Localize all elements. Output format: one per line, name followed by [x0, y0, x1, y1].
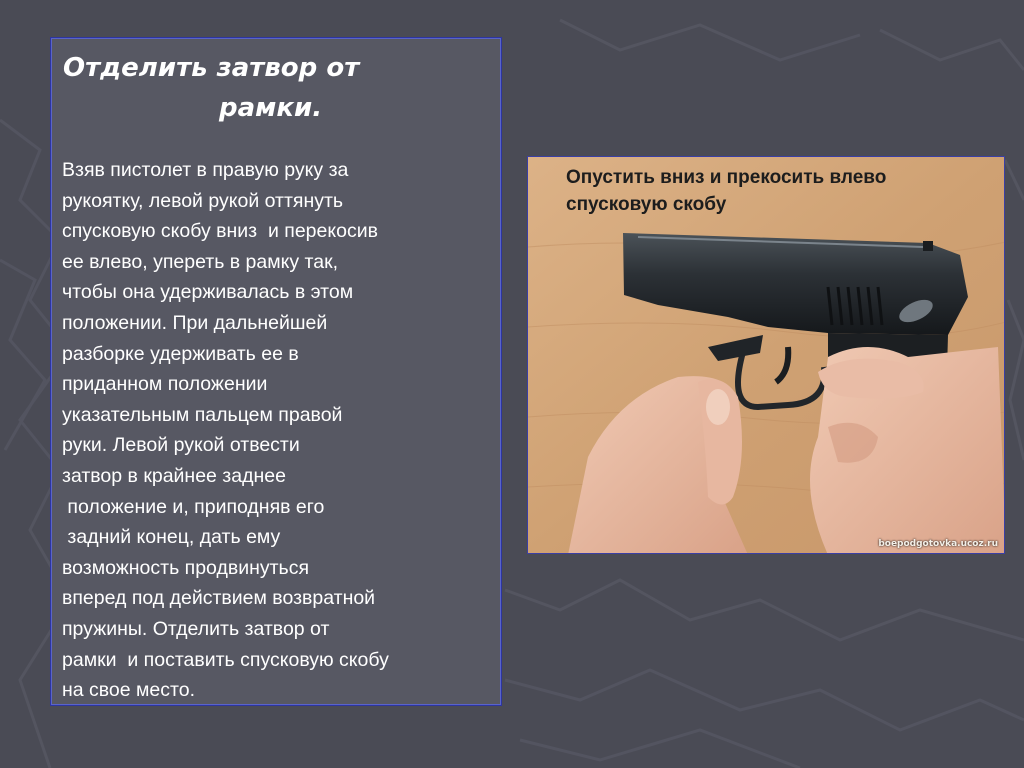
- text-line: возможность продвинуться: [62, 556, 310, 579]
- instruction-text: [62, 155, 498, 706]
- text-line: пружины. Отделить затвор от: [62, 617, 330, 640]
- text-line: рамки и поставить спусковую скобу: [62, 648, 389, 671]
- text-line: указательным пальцем правой: [62, 403, 343, 426]
- text-line: руки. Левой рукой отвести: [62, 434, 300, 457]
- text-line: положении. При дальнейшей: [62, 311, 328, 334]
- text-line: на свое место.: [62, 679, 196, 702]
- text-line: вперед под действием возвратной: [62, 587, 376, 610]
- watermark: boepodgotovka.ucoz.ru: [878, 539, 998, 549]
- caption-line: спусковую скобу: [566, 194, 727, 215]
- title-line: Отделить затвор от: [63, 53, 360, 83]
- text-line: разборке удерживать ее в: [62, 342, 299, 365]
- text-line: Взяв пистолет в правую руку за: [62, 159, 349, 181]
- text-line: чтобы она удерживалась в этом: [62, 281, 354, 304]
- photo-caption: [566, 164, 986, 218]
- text-line: затвор в крайнее заднее: [62, 464, 286, 487]
- photo-frame: [527, 156, 1005, 554]
- caption-line: Опустить вниз и прекосить влево: [566, 167, 887, 188]
- text-line: спусковую скобу вниз и перекосив: [62, 220, 378, 243]
- text-panel: [50, 37, 502, 706]
- slide-title: [51, 48, 503, 128]
- text-line: приданном положении: [62, 373, 268, 396]
- text-line: ее влево, упереть в рамку так,: [62, 250, 339, 273]
- text-line: положение и, приподняв его: [62, 495, 325, 518]
- text-line: рукоятку, левой рукой оттянуть: [62, 189, 344, 212]
- title-line: рамки.: [219, 93, 323, 123]
- text-line: задний конец, дать ему: [62, 526, 281, 549]
